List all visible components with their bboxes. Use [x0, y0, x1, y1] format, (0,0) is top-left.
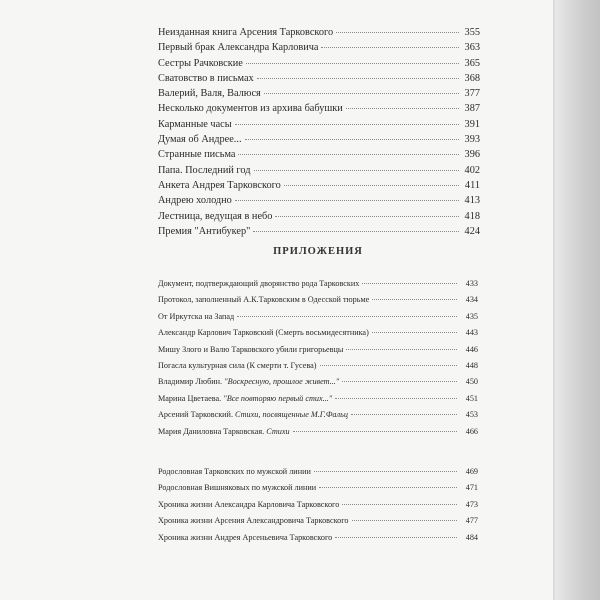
dot-leader: [351, 414, 457, 415]
toc-entry: [158, 56, 480, 71]
toc-entry: [158, 193, 480, 208]
dot-leader: [335, 398, 457, 399]
toc-entry-italic-title: "Все повторяю первый стих...": [223, 393, 333, 403]
toc-entry-page: 466: [465, 426, 478, 436]
toc-entry-author: Арсений Тарковский.: [158, 410, 236, 420]
dot-leader: [335, 537, 457, 538]
toc-entry: [158, 342, 478, 358]
toc-main-section: [158, 25, 480, 239]
toc-entry-page: 446: [465, 344, 478, 354]
toc-entry: [158, 40, 480, 55]
toc-entry-title: Сестры Рачковские: [158, 57, 243, 69]
toc-entry-title: Хроника жизни Александра Карловича Тарковского: [158, 499, 340, 509]
toc-entry-italic-title: Стихи, посвященные М.Г.Фальц: [235, 410, 348, 420]
toc-entry-title: Андрею холодно: [158, 195, 232, 207]
toc-entry-title: Мишу Злого и Валю Тарковского убили григорьевцы: [158, 344, 344, 354]
toc-entry-author: Марина Цветаева.: [158, 393, 224, 403]
toc-entry: [158, 309, 478, 325]
toc-entry-page: 435: [465, 311, 478, 321]
toc-entry-title: Лестница, ведущая в небо: [158, 210, 273, 222]
toc-entry-page: 365: [464, 57, 480, 69]
appendix-heading: ПРИЛОЖЕНИЯ: [273, 246, 363, 257]
toc-entry-title: Карманные часы: [158, 118, 232, 130]
toc-entry-title: Неизданная книга Арсения Тарковского: [158, 27, 334, 38]
toc-entry-page: 433: [465, 279, 478, 288]
toc-entry-page: 450: [465, 377, 478, 387]
toc-entry-author: Мария Даниловна Тарковская.: [158, 426, 267, 436]
toc-entry-title: [158, 391, 332, 407]
toc-entry: [158, 147, 480, 162]
toc-entry-page: 418: [464, 210, 480, 222]
toc-entry: [158, 101, 480, 116]
toc-entry-title: От Иркутска на Запад: [158, 311, 235, 321]
toc-entry: [158, 325, 478, 341]
dot-leader: [246, 63, 459, 64]
toc-genealogy-section: [158, 464, 478, 546]
toc-entry: [158, 224, 480, 239]
toc-entry-title: [158, 374, 339, 390]
toc-entry: [158, 71, 480, 86]
dot-leader: [342, 381, 457, 382]
dot-leader: [257, 78, 459, 79]
toc-entry-title: Александр Карлович Тарковский (Смерть восьмидесятника): [158, 328, 369, 338]
toc-entry: [158, 424, 478, 440]
toc-entry-title: Странные письма: [158, 149, 236, 161]
toc-entry-title: Хроника жизни Арсения Александровича Тарковского: [158, 516, 349, 526]
dot-leader: [293, 431, 457, 432]
toc-entry: [158, 86, 480, 101]
toc-entry: [158, 117, 480, 132]
toc-entry-title: Погасла культурная сила (К смерти т. Гусева): [158, 360, 317, 370]
toc-entry-page: 411: [464, 179, 480, 191]
toc-entry: [158, 480, 478, 496]
dot-leader: [372, 332, 457, 333]
toc-entry: [158, 163, 480, 178]
toc-entry-page: 451: [465, 393, 478, 403]
toc-entry-page: 469: [465, 467, 478, 476]
dot-leader: [346, 108, 459, 109]
toc-entry: [158, 513, 478, 529]
toc-appendix-section: [158, 276, 478, 440]
toc-entry-page: 387: [464, 103, 480, 115]
toc-entry-page: 477: [465, 516, 478, 526]
toc-entry-title: Хроника жизни Андрея Арсеньевича Тарковского: [158, 532, 333, 542]
toc-entry: [158, 276, 478, 292]
toc-entry-title: Документ, подтверждающий дворянство рода Тарковских: [158, 279, 360, 288]
toc-entry-page: 363: [464, 42, 480, 54]
toc-entry: [158, 530, 478, 546]
toc-entry-page: 377: [464, 88, 480, 100]
dot-leader: [321, 47, 459, 48]
toc-entry-title: Родословная Вишняковых по мужской линии: [158, 483, 317, 493]
toc-entry: [158, 209, 480, 224]
toc-entry-italic-title: Стихи: [266, 426, 290, 436]
toc-entry: [158, 391, 478, 407]
toc-entry: [158, 132, 480, 147]
toc-entry-author: Владимир Любин.: [158, 377, 225, 387]
toc-entry-page: 355: [464, 27, 480, 38]
dot-leader: [245, 139, 459, 140]
toc-entry-page: 391: [464, 118, 480, 130]
toc-entry-title: Протокол, заполненный А.К.Тарковским в Одесской тюрьме: [158, 295, 370, 305]
toc-entry-title: Сватовство в письмах: [158, 72, 254, 84]
toc-entry-italic-title: "Воскресную, прошлое живет...": [224, 377, 340, 387]
toc-entry-title: Родословная Тарковских по мужской линии: [158, 467, 311, 476]
dot-leader: [342, 504, 457, 505]
toc-entry-page: 443: [465, 328, 478, 338]
toc-entry-title: Валерий, Валя, Валюся: [158, 88, 261, 100]
toc-entry: [158, 464, 478, 480]
toc-entry-page: 402: [464, 164, 480, 176]
dot-leader: [238, 154, 459, 155]
toc-entry: [158, 374, 478, 390]
toc-entry-title: Первый брак Александра Карловича: [158, 42, 319, 54]
toc-entry: [158, 497, 478, 513]
dot-leader: [235, 124, 459, 125]
toc-entry-title: Несколько документов из архива бабушки: [158, 103, 343, 115]
dot-leader: [254, 170, 460, 171]
dot-leader: [336, 32, 459, 33]
toc-entry-page: 413: [464, 195, 480, 207]
dot-leader: [253, 231, 459, 232]
toc-entry-title: [158, 407, 348, 423]
dot-leader: [235, 200, 459, 201]
toc-entry-title: Анкета Андрея Тарковского: [158, 179, 281, 191]
toc-entry: [158, 407, 478, 423]
toc-entry-page: 453: [465, 410, 478, 420]
toc-entry-page: 473: [465, 499, 478, 509]
next-page-edge: [553, 0, 600, 600]
dot-leader: [275, 216, 459, 217]
toc-entry: [158, 292, 478, 308]
toc-entry-title: [158, 424, 290, 440]
toc-entry-page: 448: [465, 360, 478, 370]
toc-entry-title: Папа. Последний год: [158, 164, 251, 176]
toc-entry-page: 471: [465, 483, 478, 493]
toc-entry: [158, 358, 478, 374]
dot-leader: [362, 283, 457, 284]
toc-entry-page: 368: [464, 72, 480, 84]
dot-leader: [320, 365, 457, 366]
dot-leader: [372, 299, 457, 300]
dot-leader: [264, 93, 459, 94]
toc-entry: [158, 25, 480, 40]
dot-leader: [314, 471, 457, 472]
toc-entry: [158, 178, 480, 193]
dot-leader: [352, 520, 457, 521]
toc-entry-page: 424: [464, 225, 480, 237]
dot-leader: [237, 316, 457, 317]
dot-leader: [319, 487, 457, 488]
toc-entry-title: Премия "Антибукер": [158, 225, 251, 237]
toc-entry-title: Думая об Андрее...: [158, 134, 242, 146]
toc-entry-page: 434: [465, 295, 478, 305]
toc-entry-page: 484: [465, 532, 478, 542]
toc-entry-page: 393: [464, 134, 480, 146]
dot-leader: [346, 349, 457, 350]
dot-leader: [284, 185, 459, 186]
toc-entry-page: 396: [464, 149, 480, 161]
